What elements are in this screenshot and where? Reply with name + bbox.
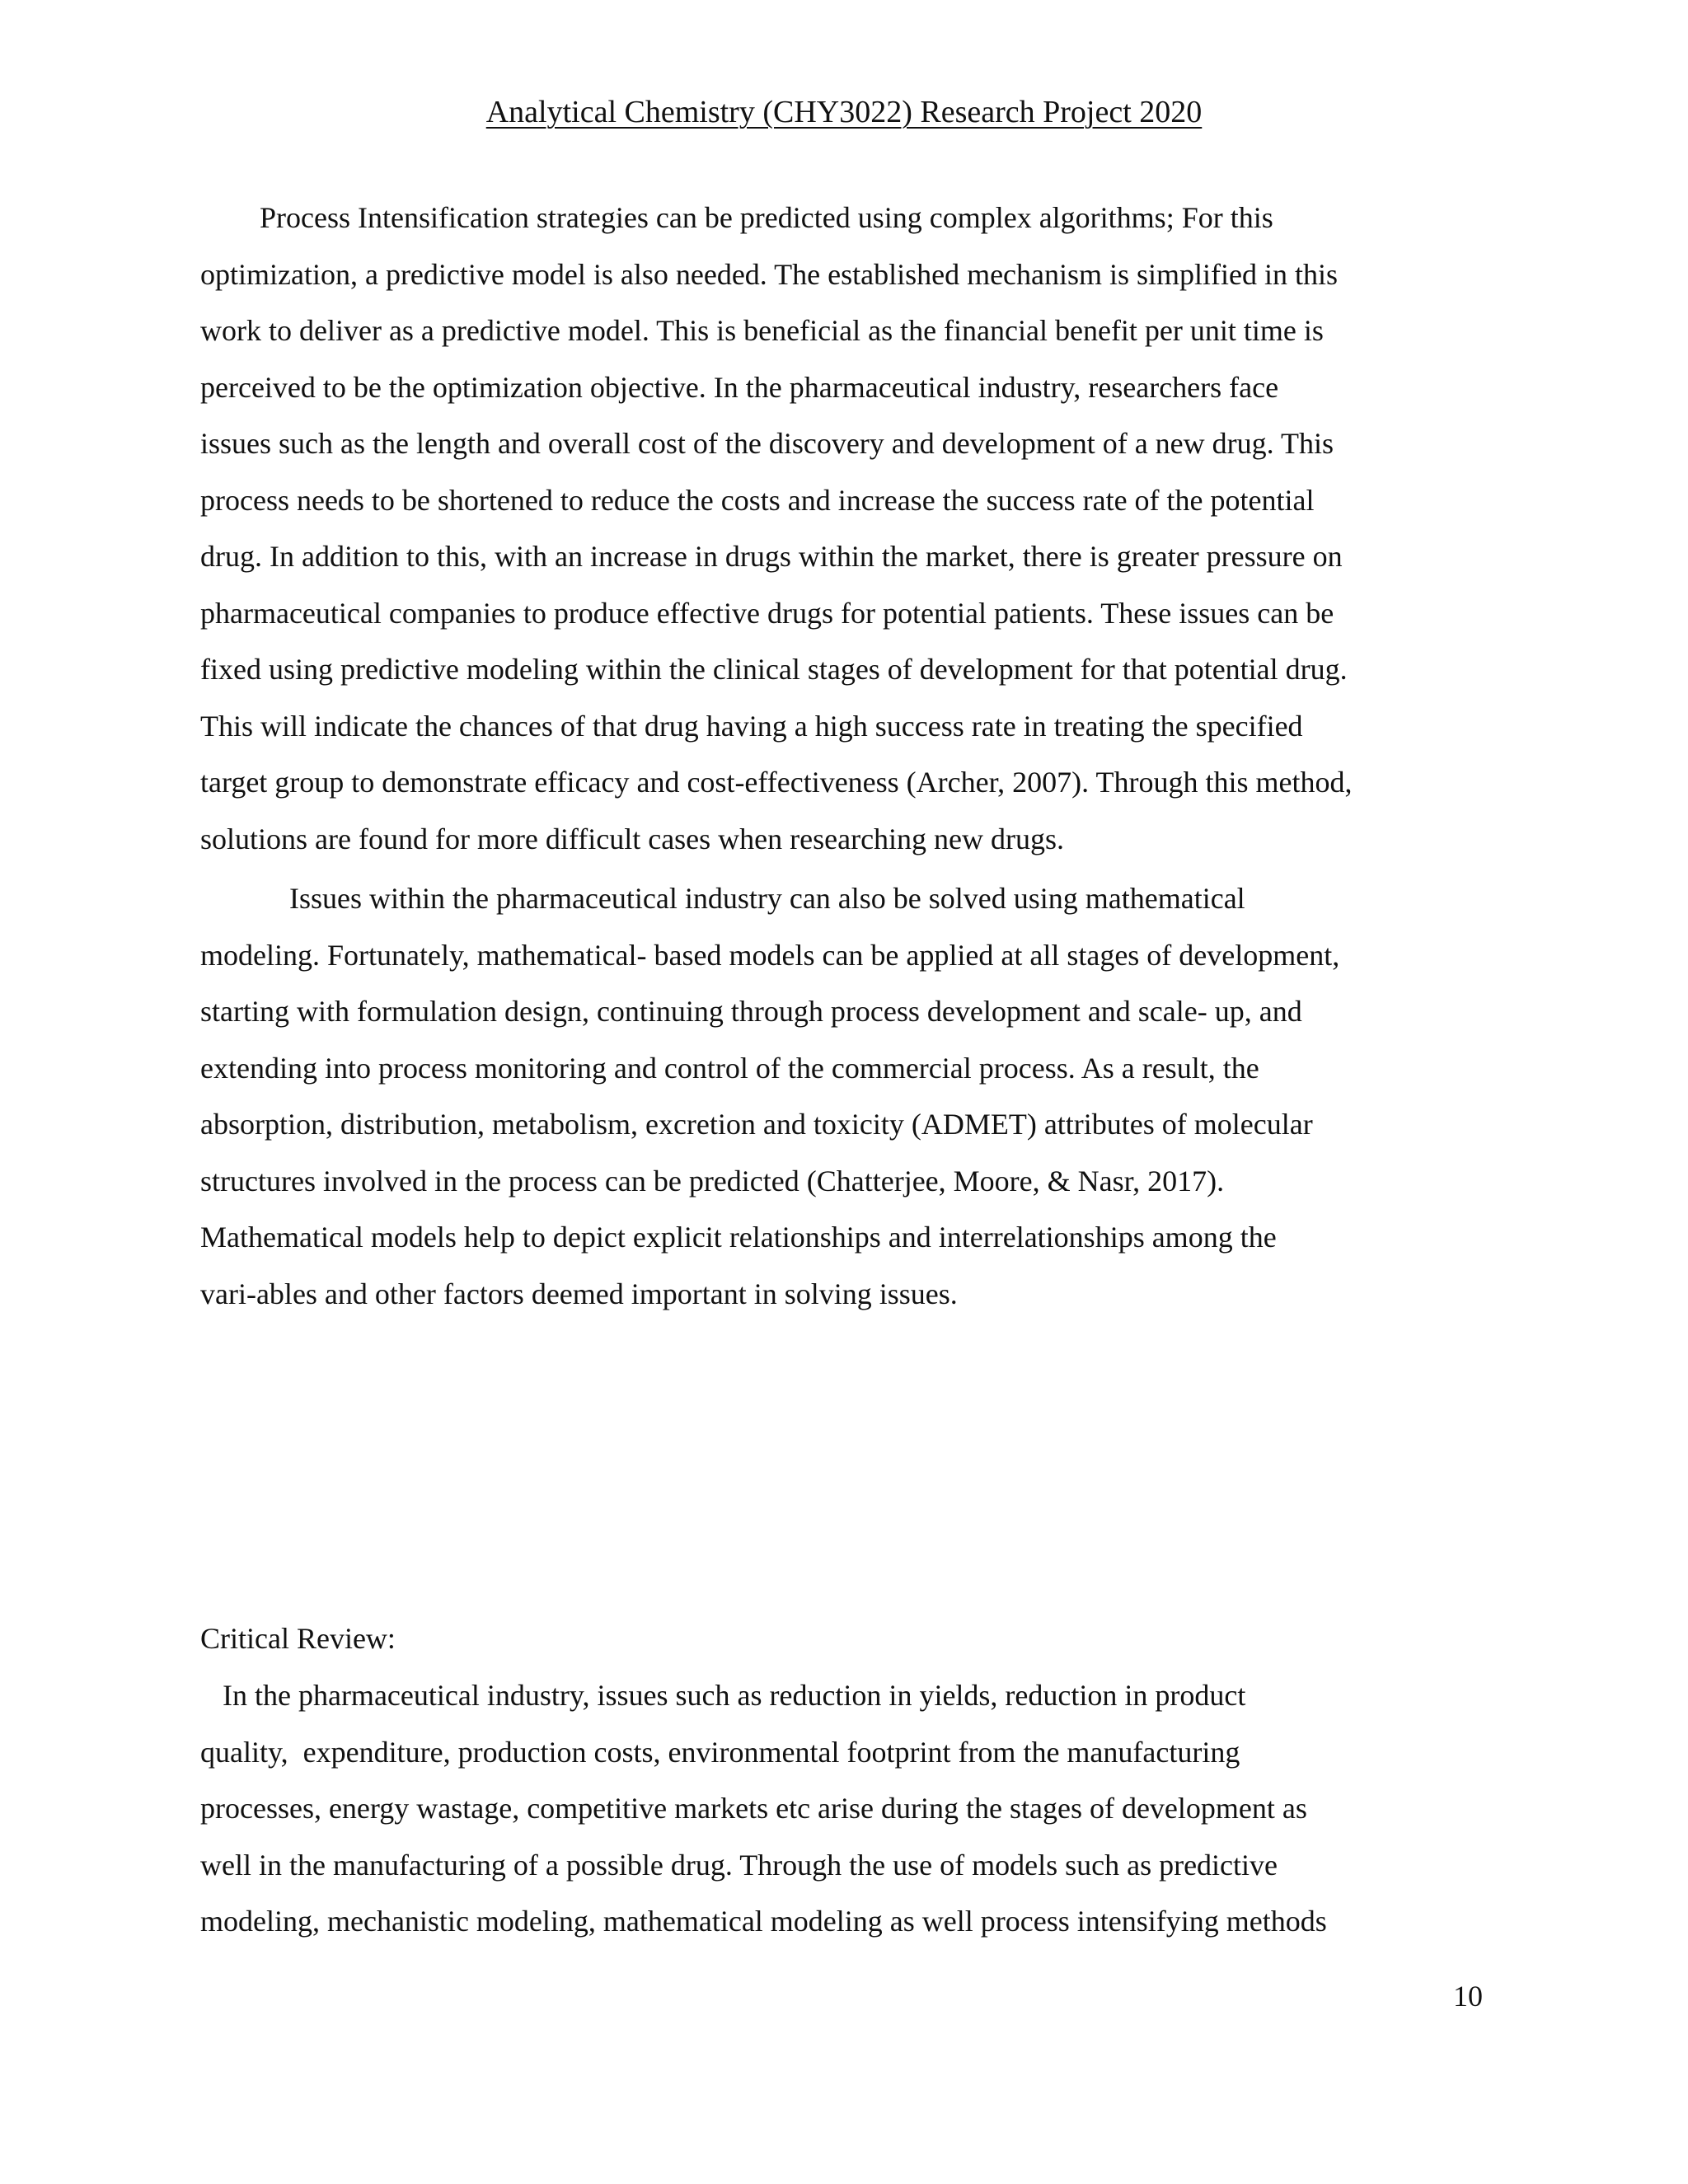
section-heading-critical-review: Critical Review: <box>200 1622 396 1655</box>
text-line: Issues within the pharmaceutical industry can also be solved using mathematical <box>200 882 1245 915</box>
text-line: fixed using predictive modeling within the clinical stages of development for that potential drug. <box>200 653 1348 686</box>
text-line: quality, expenditure, production costs, environmental footprint from the manufacturing <box>200 1735 1240 1769</box>
text-line: process needs to be shortened to reduce the costs and increase the success rate of the potential <box>200 483 1315 517</box>
paragraph-mathematical-modeling <box>200 870 1503 1322</box>
text-line: Process Intensification strategies can be predicted using complex algorithms; For this <box>200 201 1273 234</box>
text-line: drug. In addition to this, with an increase in drugs within the market, there is greater pressure on <box>200 540 1343 573</box>
paragraph-process-intensification <box>200 190 1503 867</box>
document-title: Analytical Chemistry (CHY3022) Research Project 2020 <box>485 95 1203 129</box>
text-line: vari-ables and other factors deemed important in solving issues. <box>200 1277 958 1310</box>
text-line: Mathematical models help to depict explicit relationships and interrelationships among the <box>200 1221 1277 1254</box>
text-line: perceived to be the optimization objective. In the pharmaceutical industry, researchers face <box>200 370 1279 404</box>
text-line: In the pharmaceutical industry, issues such as reduction in yields, reduction in product <box>200 1679 1246 1712</box>
page-number: 10 <box>1453 1980 1483 2013</box>
page-header <box>0 92 1688 132</box>
paragraph-critical-review <box>200 1667 1503 1950</box>
text-line: optimization, a predictive model is also needed. The established mechanism is simplified in this <box>200 257 1339 291</box>
text-line: work to deliver as a predictive model. This is beneficial as the financial benefit per unit time is <box>200 314 1324 347</box>
text-line: solutions are found for more difficult cases when researching new drugs. <box>200 822 1065 855</box>
text-line: extending into process monitoring and control of the commercial process. As a result, the <box>200 1051 1259 1085</box>
text-line: issues such as the length and overall cost of the discovery and development of a new drug. This <box>200 427 1334 460</box>
text-line: starting with formulation design, continuing through process development and scale- up, and <box>200 995 1302 1028</box>
text-line: pharmaceutical companies to produce effective drugs for potential patients. These issues can be <box>200 596 1334 630</box>
text-line: well in the manufacturing of a possible drug. Through the use of models such as predictive <box>200 1848 1278 1882</box>
text-line: processes, energy wastage, competitive markets etc arise during the stages of development as <box>200 1792 1307 1825</box>
text-line: target group to demonstrate efficacy and cost-effectiveness (Archer, 2007). Through this method, <box>200 766 1353 799</box>
text-line: modeling. Fortunately, mathematical- based models can be applied at all stages of development, <box>200 938 1340 972</box>
text-line: modeling, mechanistic modeling, mathematical modeling as well process intensifying methods <box>200 1905 1327 1938</box>
text-line: absorption, distribution, metabolism, excretion and toxicity (ADMET) attributes of molecular <box>200 1108 1313 1141</box>
text-line: structures involved in the process can be predicted (Chatterjee, Moore, & Nasr, 2017). <box>200 1164 1225 1197</box>
text-line: This will indicate the chances of that drug having a high success rate in treating the specified <box>200 709 1303 743</box>
